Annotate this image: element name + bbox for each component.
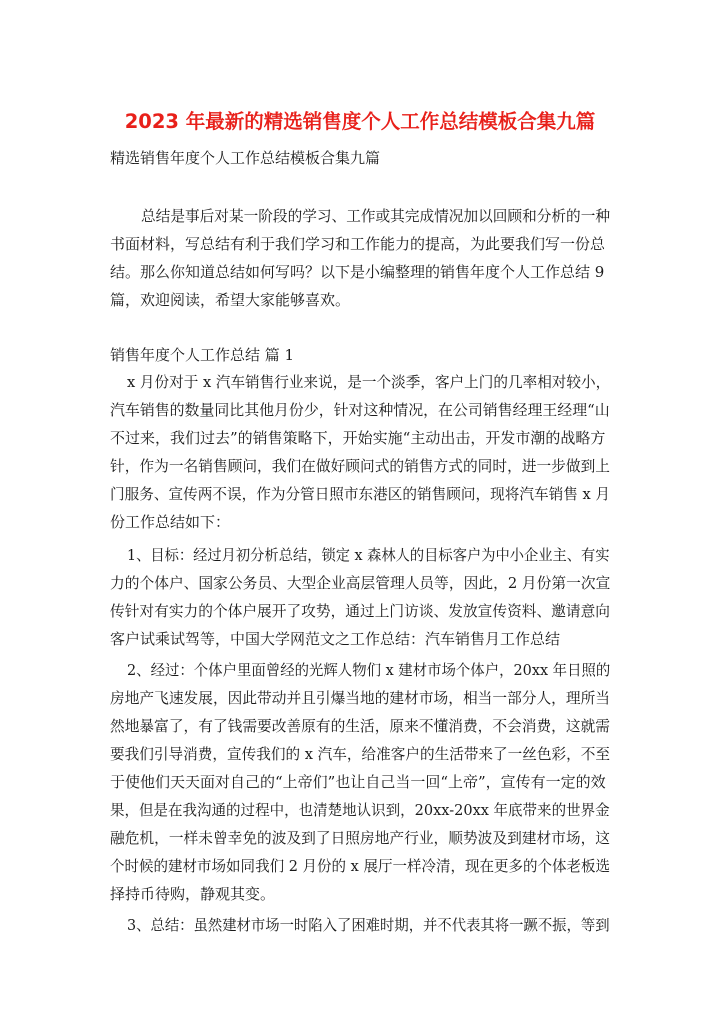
body-line: 然地暴富了，有了钱需要改善原有的生活，原来不懂消费，不会消费，这就需 <box>110 717 611 735</box>
body-line: 不过来，我们过去”的销售策略下，开始实施“主动出击，开发市潮的战略方 <box>110 429 606 447</box>
body-line: 择持币待购，静观其变。 <box>110 885 276 903</box>
body-line: 2、经过：个体户里面曾经的光辉人物们 x 建材市场个体户，20xx 年日照的 <box>127 661 611 679</box>
body-line: 针，作为一名销售顾问，我们在做好顾问式的销售方式的同时，进一步做到上 <box>110 457 611 475</box>
document-subtitle: 精选销售年度个人工作总结模板合集九篇 <box>110 149 381 167</box>
body-line: 果，但是在我沟通的过程中，也清楚地认识到，20xx-20xx 年底带来的世界金 <box>110 801 610 819</box>
intro-line: 结。那么你知道总结如何写吗？以下是小编整理的销售年度个人工作总结 9 <box>110 263 605 281</box>
body-line: 融危机，一样未曾幸免的波及到了日照房地产行业，顺势波及到建材市场，这 <box>110 829 611 847</box>
body-line: 份工作总结如下： <box>110 513 231 531</box>
body-line: 力的个体户、国家公务员、大型企业高层管理人员等，因此，2 月份第一次宣 <box>110 574 611 592</box>
intro-line: 总结是事后对某一阶段的学习、工作或其完成情况加以回顾和分析的一种 <box>141 207 611 225</box>
body-line: 1、目标：经过月初分析总结，锁定 x 森林人的目标客户为中小企业主、有实 <box>127 546 610 564</box>
section-heading: 销售年度个人工作总结 篇 1 <box>110 346 295 364</box>
body-line: x 月份对于 x 汽车销售行业来说，是一个淡季，客户上门的几率相对较小， <box>127 373 611 391</box>
body-line: 3、总结：虽然建材市场一时陷入了困难时期，并不代表其将一蹶不振，等到 <box>127 916 610 934</box>
body-line: 于使他们天天面对自己的“上帝们”也让自己当一回“上帝”，宣传有一定的效 <box>110 773 606 791</box>
body-line: 个时候的建材市场如同我们 2 月份的 x 展厅一样冷清，现在更多的个体老板选 <box>110 857 611 875</box>
intro-line: 篇，欢迎阅读，希望大家能够喜欢。 <box>110 291 351 309</box>
body-line: 客户试乘试驾等，中国大学网范文之工作总结：汽车销售月工作总结 <box>110 630 561 648</box>
intro-line: 书面材料，写总结有利于我们学习和工作能力的提高，为此要我们写一份总 <box>110 235 606 253</box>
body-line: 汽车销售的数量同比其他月份少，针对这种情况，在公司销售经理王经理“山 <box>110 401 610 419</box>
body-line: 要我们引导消费，宣传我们的 x 汽车，给准客户的生活带来了一丝色彩，不至 <box>110 745 611 763</box>
body-line: 门服务、宣传两不误，作为分管日照市东港区的销售顾问，现将汽车销售 x 月 <box>110 485 611 503</box>
document-title: 2023 年最新的精选销售度个人工作总结模板合集九篇 <box>124 110 596 133</box>
body-line: 房地产飞速发展，因此带动并且引爆当地的建材市场，相当一部分人，理所当 <box>110 689 611 707</box>
body-line: 传针对有实力的个体户展开了攻势，通过上门访谈、发放宣传资料、邀请意向 <box>110 602 611 620</box>
